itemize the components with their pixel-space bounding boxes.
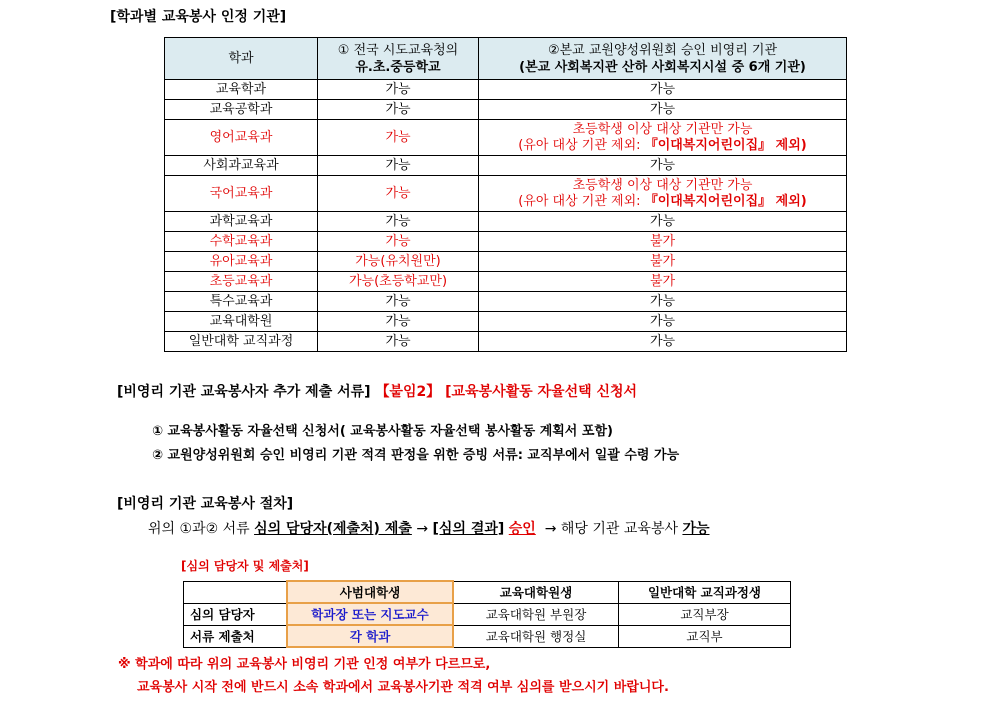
corner-cell (184, 581, 288, 603)
header-education-college: 사범대학생 (287, 581, 453, 603)
table-row (165, 252, 847, 272)
section2-title: [비영리 기관 교육봉사자 추가 제출 서류] (117, 384, 371, 400)
school-cell: 가능 (318, 80, 479, 100)
school-cell: 가능 (318, 292, 479, 312)
reviewer-education: 학과장 또는 지도교수 (287, 603, 453, 625)
dept-cell: 영어교육과 (165, 120, 318, 156)
nonprofit-cell: 가능 (479, 332, 847, 352)
table-row (165, 332, 847, 352)
submission-general: 교직부 (619, 625, 791, 647)
section4-title: [심의 담당자 및 제출처] (181, 559, 309, 573)
row-label: 심의 담당자 (184, 603, 288, 625)
dept-cell: 일반대학 교직과정 (165, 332, 318, 352)
table-row (165, 272, 847, 292)
nonprofit-cell: 불가 (479, 272, 847, 292)
table-row (184, 581, 791, 603)
dept-cell: 특수교육과 (165, 292, 318, 312)
school-cell: 가능 (318, 156, 479, 176)
reviewer-grad: 교육대학원 부원장 (453, 603, 619, 625)
header-nonprofit: ②본교 교원양성위원회 승인 비영리 기관 (본교 사회복지관 산하 사회복지시설 중 6개 기관) (479, 38, 847, 80)
dept-cell: 사회과교육과 (165, 156, 318, 176)
school-cell: 가능 (318, 176, 479, 212)
dept-cell: 수학교육과 (165, 232, 318, 252)
nonprofit-cell: 가능 (479, 292, 847, 312)
dept-cell: 유아교육과 (165, 252, 318, 272)
procedure-flow: 위의 ①과② 서류 심의 담당자(제출처) 제출 → [심의 결과] 승인 → 해당 기관 교육봉사 가능 (148, 521, 710, 537)
submission-grad: 교육대학원 행정실 (453, 625, 619, 647)
department-table (164, 37, 847, 352)
doc-item-1: ① 교육봉사활동 자율선택 신청서( 교육봉사활동 자율선택 봉사활동 계획서 포함) (152, 424, 613, 439)
reviewer-general: 교직부장 (619, 603, 791, 625)
section2-heading (117, 381, 637, 401)
table-row (165, 120, 847, 156)
table-row (184, 625, 791, 647)
note-line-2: 교육봉사 시작 전에 반드시 소속 학과에서 교육봉사기관 적격 여부 심의를 받으시기 바랍니다. (137, 680, 669, 695)
header-general-college: 일반대학 교직과정생 (619, 581, 791, 603)
nonprofit-cell: 가능 (479, 212, 847, 232)
nonprofit-cell: 초등학생 이상 대상 기관만 가능 (유아 대상 기관 제외: 『이대복지어린이집』 제외) (479, 120, 847, 156)
table-row (165, 156, 847, 176)
section1-title: [학과별 교육봉사 인정 기관] (110, 9, 287, 25)
dept-cell: 교육공학과 (165, 100, 318, 120)
nonprofit-cell: 가능 (479, 80, 847, 100)
table-row (165, 80, 847, 100)
dept-cell: 과학교육과 (165, 212, 318, 232)
row-label: 서류 제출처 (184, 625, 288, 647)
doc-item-2: ② 교원양성위원회 승인 비영리 기관 적격 판정을 위한 증빙 서류: 교직부에서 일괄 수령 가능 (152, 448, 680, 463)
dept-cell: 초등교육과 (165, 272, 318, 292)
nonprofit-cell: 불가 (479, 252, 847, 272)
section3-title: [비영리 기관 교육봉사 절차] (117, 496, 294, 512)
header-school: ① 전국 시도교육청의 유.초.중등학교 (318, 38, 479, 80)
table-row (165, 292, 847, 312)
table-row (184, 603, 791, 625)
table-row (165, 176, 847, 212)
table-row (165, 212, 847, 232)
attachment-label: 【붙임2】 [교육봉사활동 자율선택 신청서 (375, 384, 638, 400)
nonprofit-cell: 가능 (479, 312, 847, 332)
school-cell: 가능 (318, 232, 479, 252)
submission-education: 각 학과 (287, 625, 453, 647)
school-cell: 가능 (318, 332, 479, 352)
nonprofit-cell: 불가 (479, 232, 847, 252)
school-cell: 가능 (318, 312, 479, 332)
table-row (165, 312, 847, 332)
nonprofit-cell: 초등학생 이상 대상 기관만 가능 (유아 대상 기관 제외: 『이대복지어린이집』 제외) (479, 176, 847, 212)
header-dept: 학과 (165, 38, 318, 80)
school-cell: 가능 (318, 100, 479, 120)
table-row (165, 232, 847, 252)
dept-cell: 교육학과 (165, 80, 318, 100)
table-row (165, 100, 847, 120)
school-cell: 가능 (318, 120, 479, 156)
note-line-1: ※ 학과에 따라 위의 교육봉사 비영리 기관 인정 여부가 다르므로, (118, 657, 491, 672)
header-grad-school: 교육대학원생 (453, 581, 619, 603)
school-cell: 가능(유치원만) (318, 252, 479, 272)
dept-cell: 교육대학원 (165, 312, 318, 332)
reviewer-table (183, 580, 791, 648)
nonprofit-cell: 가능 (479, 100, 847, 120)
dept-cell: 국어교육과 (165, 176, 318, 212)
nonprofit-cell: 가능 (479, 156, 847, 176)
school-cell: 가능(초등학교만) (318, 272, 479, 292)
school-cell: 가능 (318, 212, 479, 232)
